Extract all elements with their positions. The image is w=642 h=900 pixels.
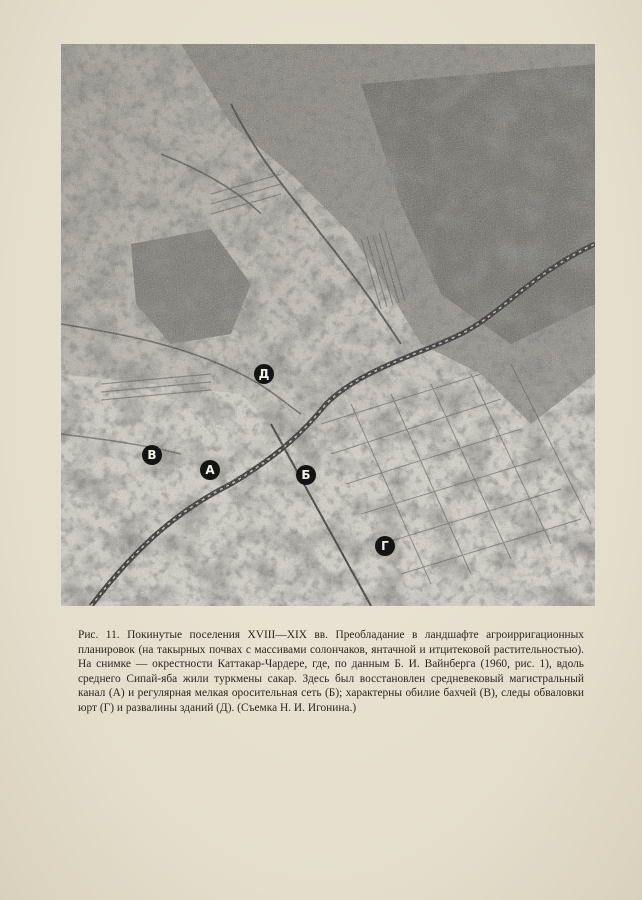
figure-caption-text: Рис. 11. Покинутые поселения XVIII—XIX вв. Преобладание в ландшафте агроирригационных планировок (на такырных почвах с массивами солончаков, янтачной и итцитековой растительностью). На снимке — окрестности Каттакар-Чардере, где, по данным Б. И. Вайнберга (1960, рис. 1), вдоль среднего Сипай-яба жили туркмены сакар. Здесь был восстановлен средневековый магистральный канал (А) и регулярная мелкая оросительная сеть (Б); характерны обилие бахчей (В), следы обваловки юрт (Г) и развалины зданий (Д). (Съемка Н. И. Игонина.) [78,629,584,714]
aerial-photo-drawing [61,44,595,606]
marker-v: В [142,445,162,465]
marker-g: Г [375,536,395,556]
figure-caption [78,628,584,716]
marker-a: А [200,460,220,480]
marker-d: Д [254,364,274,384]
aerial-photograph [61,44,595,606]
marker-b: Б [296,465,316,485]
